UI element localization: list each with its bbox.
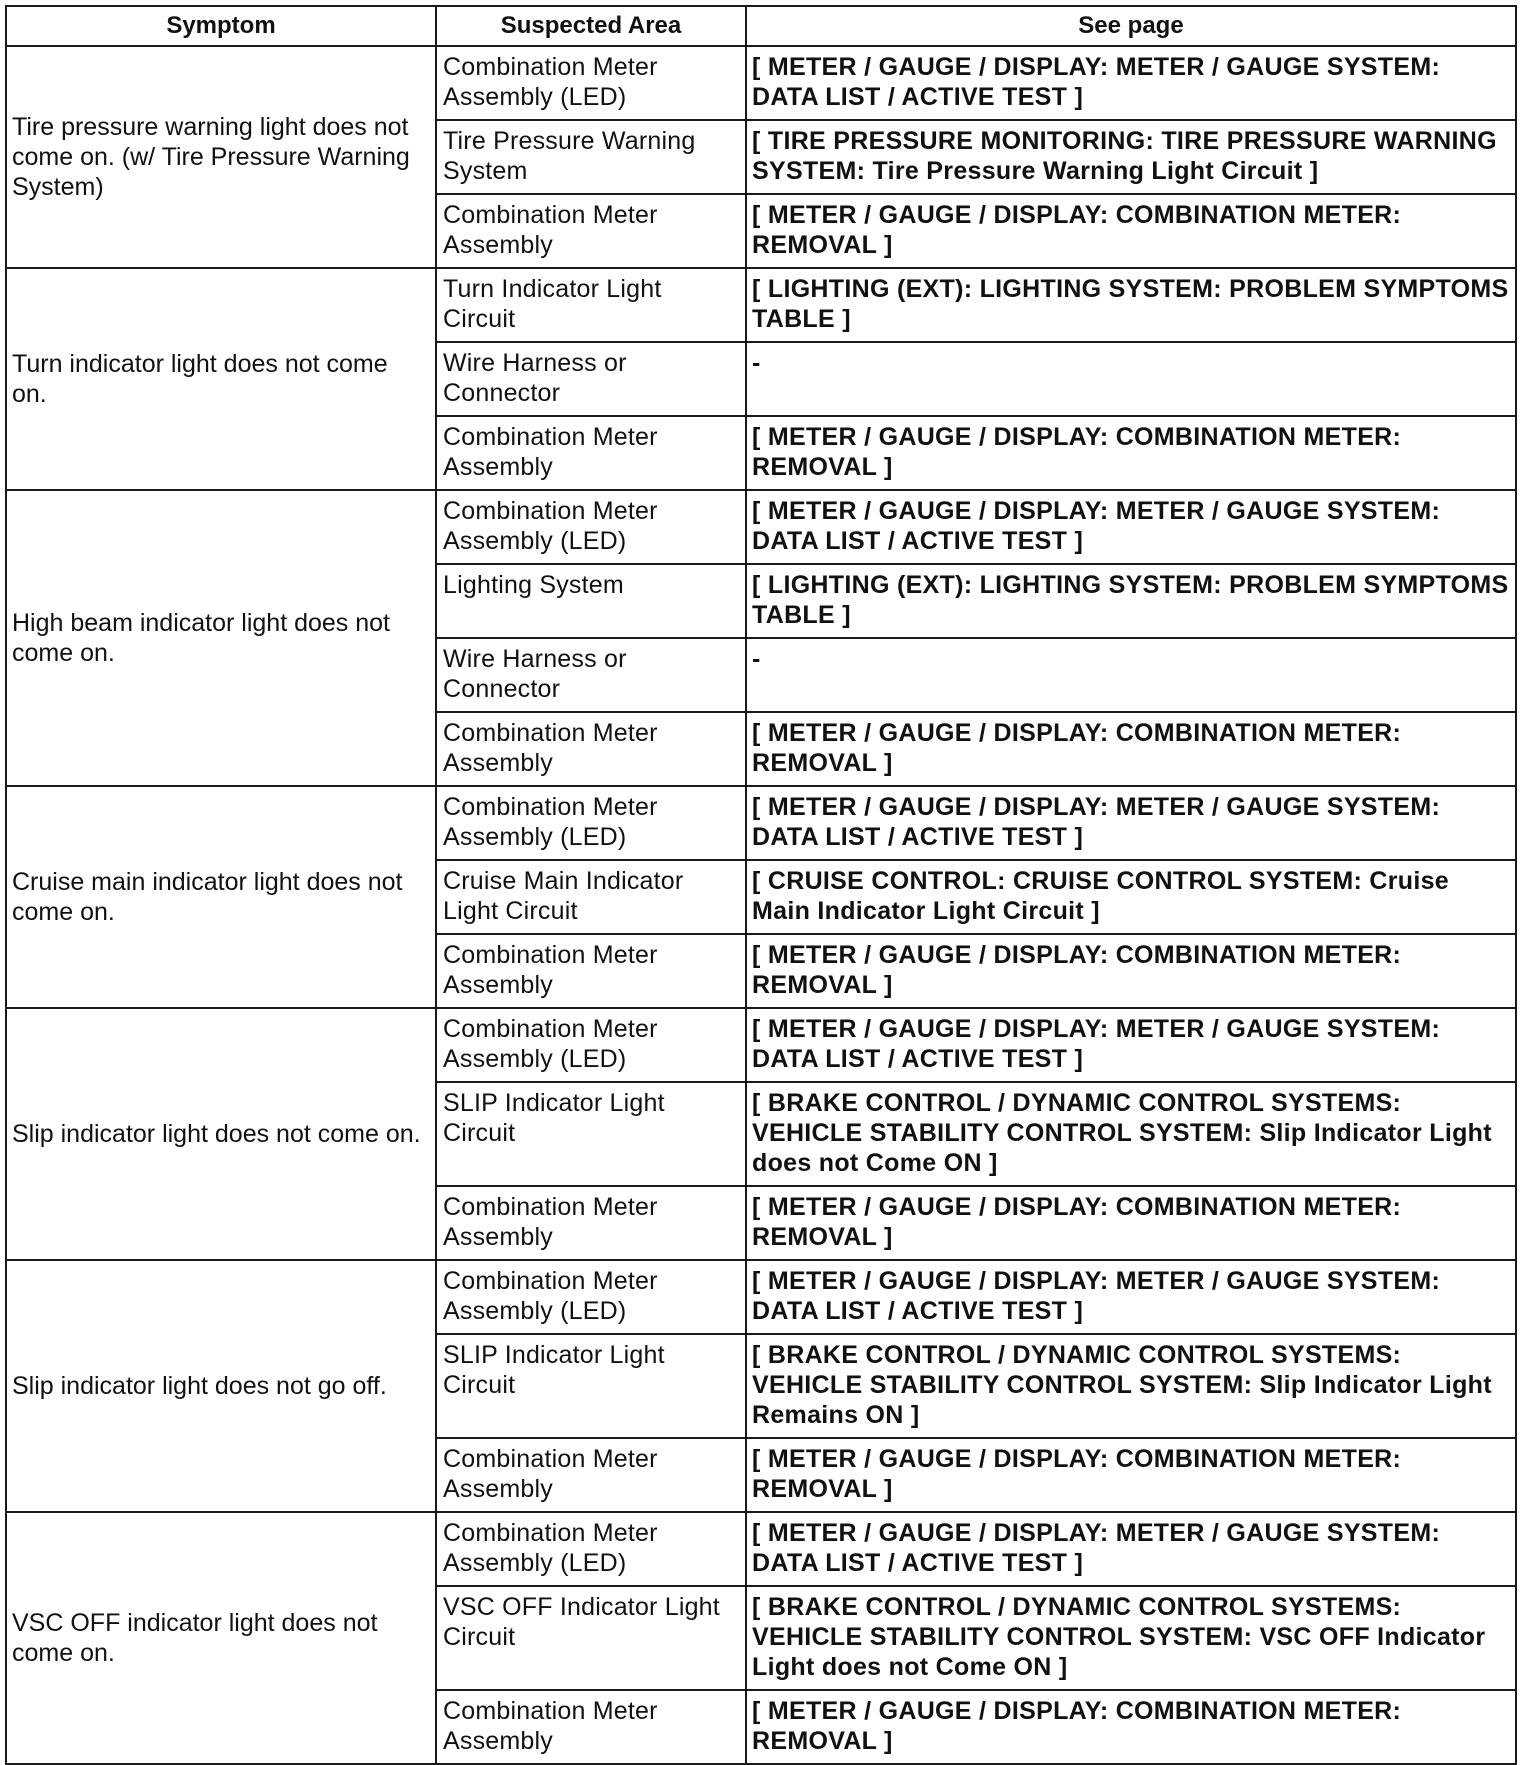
see-page-text: -: [746, 342, 1516, 416]
table-row: [6, 490, 1516, 564]
suspected-area-cell: Combination Meter Assembly: [436, 934, 746, 1008]
see-page-link[interactable]: [ BRAKE CONTROL / DYNAMIC CONTROL SYSTEMS: VEHICLE STABILITY CONTROL SYSTEM: VSC OFF Indicator Light does not Come ON ]: [746, 1586, 1516, 1690]
symptom-cell: Cruise main indicator light does not come on.: [6, 786, 436, 1008]
problem-symptoms-table: [5, 5, 1517, 1765]
see-page-link[interactable]: [ METER / GAUGE / DISPLAY: COMBINATION METER: REMOVAL ]: [746, 416, 1516, 490]
see-page-link[interactable]: [ CRUISE CONTROL: CRUISE CONTROL SYSTEM: Cruise Main Indicator Light Circuit ]: [746, 860, 1516, 934]
see-page-link[interactable]: [ METER / GAUGE / DISPLAY: METER / GAUGE SYSTEM: DATA LIST / ACTIVE TEST ]: [746, 1512, 1516, 1586]
symptom-cell: VSC OFF indicator light does not come on.: [6, 1512, 436, 1764]
table-row: [6, 786, 1516, 860]
see-page-link[interactable]: [ METER / GAUGE / DISPLAY: COMBINATION METER: REMOVAL ]: [746, 1186, 1516, 1260]
suspected-area-cell: Combination Meter Assembly (LED): [436, 46, 746, 120]
suspected-area-cell: Cruise Main Indicator Light Circuit: [436, 860, 746, 934]
see-page-link[interactable]: [ METER / GAUGE / DISPLAY: COMBINATION METER: REMOVAL ]: [746, 1690, 1516, 1764]
see-page-link[interactable]: [ METER / GAUGE / DISPLAY: COMBINATION METER: REMOVAL ]: [746, 1438, 1516, 1512]
see-page-link[interactable]: [ TIRE PRESSURE MONITORING: TIRE PRESSURE WARNING SYSTEM: Tire Pressure Warning Light Circuit ]: [746, 120, 1516, 194]
symptom-cell: Slip indicator light does not come on.: [6, 1008, 436, 1260]
see-page-link[interactable]: [ METER / GAUGE / DISPLAY: METER / GAUGE SYSTEM: DATA LIST / ACTIVE TEST ]: [746, 1260, 1516, 1334]
problem-symptoms-table-container: [5, 5, 1515, 1765]
see-page-link[interactable]: [ LIGHTING (EXT): LIGHTING SYSTEM: PROBLEM SYMPTOMS TABLE ]: [746, 564, 1516, 638]
suspected-area-cell: Combination Meter Assembly (LED): [436, 1512, 746, 1586]
see-page-link[interactable]: [ BRAKE CONTROL / DYNAMIC CONTROL SYSTEMS: VEHICLE STABILITY CONTROL SYSTEM: Slip Indicator Light Remains ON ]: [746, 1334, 1516, 1438]
suspected-area-cell: Combination Meter Assembly (LED): [436, 490, 746, 564]
table-row: [6, 46, 1516, 120]
suspected-area-cell: Combination Meter Assembly (LED): [436, 1008, 746, 1082]
table-header-row: [6, 6, 1516, 46]
header-see-page: See page: [746, 6, 1516, 46]
see-page-link[interactable]: [ METER / GAUGE / DISPLAY: COMBINATION METER: REMOVAL ]: [746, 712, 1516, 786]
see-page-link[interactable]: [ METER / GAUGE / DISPLAY: COMBINATION METER: REMOVAL ]: [746, 934, 1516, 1008]
symptom-cell: High beam indicator light does not come on.: [6, 490, 436, 786]
suspected-area-cell: Tire Pressure Warning System: [436, 120, 746, 194]
symptom-cell: Slip indicator light does not go off.: [6, 1260, 436, 1512]
table-row: [6, 268, 1516, 342]
see-page-link[interactable]: [ METER / GAUGE / DISPLAY: METER / GAUGE SYSTEM: DATA LIST / ACTIVE TEST ]: [746, 786, 1516, 860]
table-row: [6, 1260, 1516, 1334]
suspected-area-cell: Combination Meter Assembly: [436, 416, 746, 490]
suspected-area-cell: Lighting System: [436, 564, 746, 638]
see-page-link[interactable]: [ METER / GAUGE / DISPLAY: METER / GAUGE SYSTEM: DATA LIST / ACTIVE TEST ]: [746, 46, 1516, 120]
suspected-area-cell: Combination Meter Assembly: [436, 712, 746, 786]
suspected-area-cell: Combination Meter Assembly: [436, 1690, 746, 1764]
table-row: [6, 1008, 1516, 1082]
suspected-area-cell: Combination Meter Assembly: [436, 194, 746, 268]
header-symptom: Symptom: [6, 6, 436, 46]
see-page-link[interactable]: [ METER / GAUGE / DISPLAY: METER / GAUGE SYSTEM: DATA LIST / ACTIVE TEST ]: [746, 1008, 1516, 1082]
suspected-area-cell: Wire Harness or Connector: [436, 342, 746, 416]
header-suspected-area: Suspected Area: [436, 6, 746, 46]
suspected-area-cell: SLIP Indicator Light Circuit: [436, 1082, 746, 1186]
suspected-area-cell: Combination Meter Assembly (LED): [436, 786, 746, 860]
suspected-area-cell: Turn Indicator Light Circuit: [436, 268, 746, 342]
suspected-area-cell: VSC OFF Indicator Light Circuit: [436, 1586, 746, 1690]
suspected-area-cell: Combination Meter Assembly: [436, 1438, 746, 1512]
see-page-link[interactable]: [ METER / GAUGE / DISPLAY: COMBINATION METER: REMOVAL ]: [746, 194, 1516, 268]
see-page-link[interactable]: [ LIGHTING (EXT): LIGHTING SYSTEM: PROBLEM SYMPTOMS TABLE ]: [746, 268, 1516, 342]
symptom-cell: Tire pressure warning light does not come on. (w/ Tire Pressure Warning System): [6, 46, 436, 268]
suspected-area-cell: Combination Meter Assembly: [436, 1186, 746, 1260]
see-page-text: -: [746, 638, 1516, 712]
see-page-link[interactable]: [ METER / GAUGE / DISPLAY: METER / GAUGE SYSTEM: DATA LIST / ACTIVE TEST ]: [746, 490, 1516, 564]
suspected-area-cell: SLIP Indicator Light Circuit: [436, 1334, 746, 1438]
symptom-cell: Turn indicator light does not come on.: [6, 268, 436, 490]
suspected-area-cell: Combination Meter Assembly (LED): [436, 1260, 746, 1334]
table-row: [6, 1512, 1516, 1586]
suspected-area-cell: Wire Harness or Connector: [436, 638, 746, 712]
see-page-link[interactable]: [ BRAKE CONTROL / DYNAMIC CONTROL SYSTEMS: VEHICLE STABILITY CONTROL SYSTEM: Slip Indicator Light does not Come ON ]: [746, 1082, 1516, 1186]
